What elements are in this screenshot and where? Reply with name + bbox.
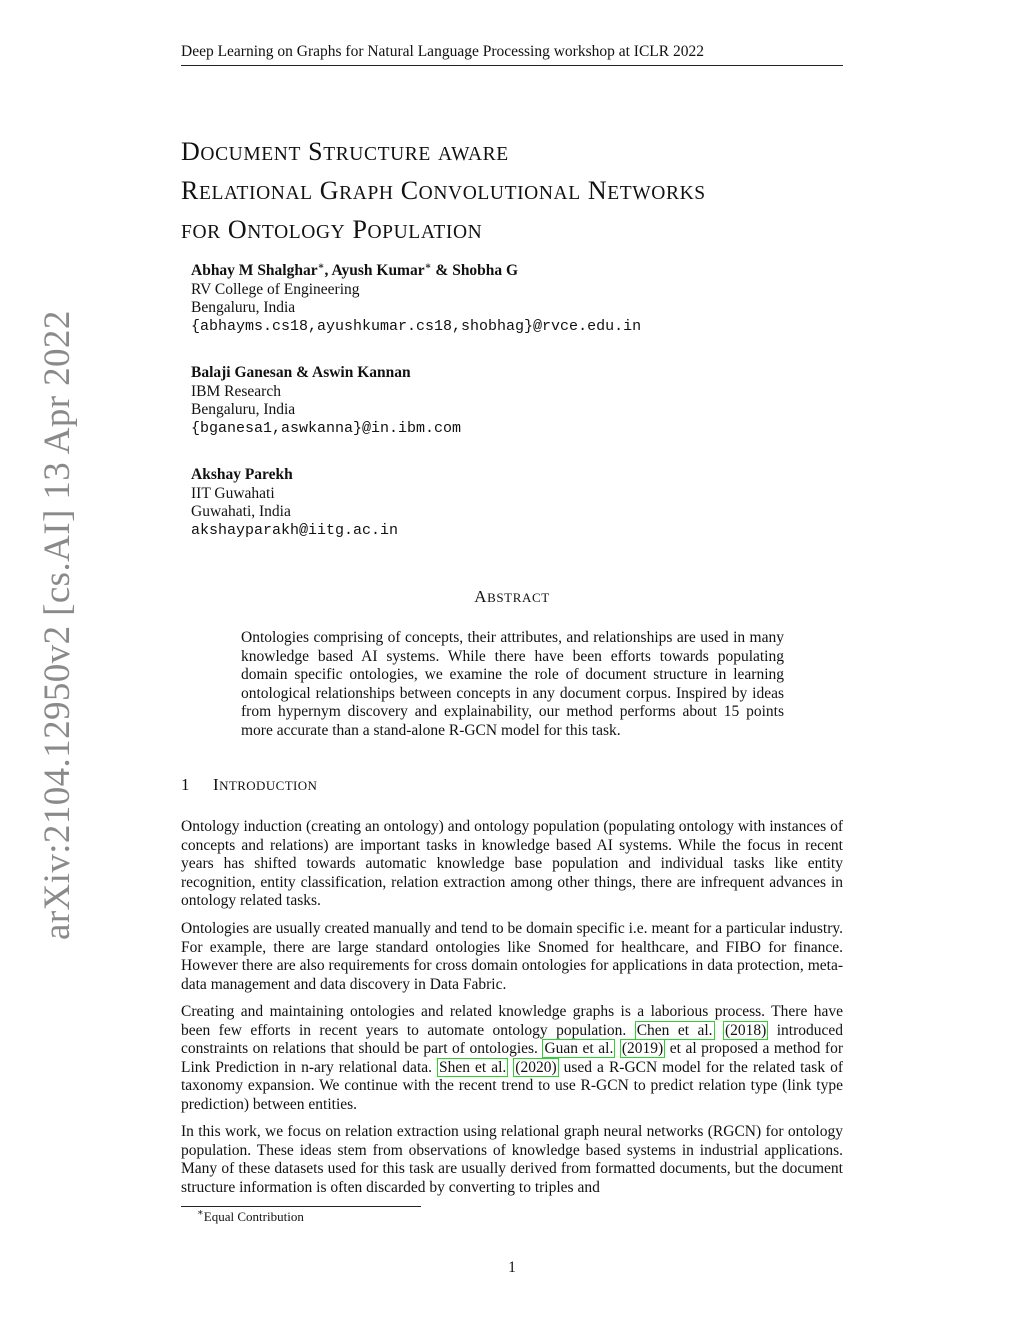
author-location: Bengaluru, India [191, 401, 296, 418]
citation-link-shen[interactable]: Shen et al. [439, 1058, 507, 1076]
author-block-rvce [191, 262, 791, 336]
author-email: akshayparakh@iitg.ac.in [191, 521, 399, 539]
title-line-3: FOR ONTOLOGY POPULATION [181, 215, 483, 244]
intro-paragraph-1: Ontology induction (creating an ontology) and ontology population (populating ontology with instances of concepts and relations) are important tasks in knowledge based AI systems. While the focus in recent years has shifted towards automatic knowledge base population and individual tasks like entity recognition, entity classification, relation extraction among other things, there are infrequent advances in ontology related tasks. [181, 818, 843, 910]
author-names: Balaji Ganesan & Aswin Kannan [191, 364, 411, 381]
author-affiliation: IIT Guwahati [191, 484, 275, 502]
author-names: Akshay Parekh [191, 466, 293, 483]
intro-paragraph-3: Creating and maintaining ontologies and related knowledge graphs is a laborious process. There have been few efforts in recent years to automate ontology population. Chen et al. (2018) introduced constraints on relations that should be part of ontologies. Guan et al. (2019) et al proposed a method for Link Prediction in n-ary relational data. Shen et al. (2020) used a R-GCN model for the related task of taxonomy expansion. We continue with the recent trend to use R-GCN to predict relation type (link type prediction) between entities. [181, 1003, 844, 1113]
author-block-iitg [191, 466, 791, 540]
intro-paragraph-2: Ontologies are usually created manually and tend to be domain specific i.e. meant for a particular industry. For example, there are large standard ontologies like Snomed for healthcare, and FIBO for finance. However there are also requirements for cross domain ontologies for applications in data protection, meta-data management and data discovery in Data Fabric. [181, 920, 843, 993]
running-header: Deep Learning on Graphs for Natural Language Processing workshop at ICLR 2022 [181, 43, 704, 60]
arxiv-stamp: arXiv:2104.12950v2 [cs.AI] 13 Apr 2022 [37, 310, 78, 940]
paper-title [181, 134, 843, 251]
page-number: 1 [508, 1259, 516, 1276]
author-email: {bganesa1,aswkanna}@in.ibm.com [191, 419, 462, 437]
citation-year-chen[interactable]: (2018) [724, 1021, 767, 1039]
author-email: {abhayms.cs18,ayushkumar.cs18,shobhag}@rvce.edu.in [191, 317, 642, 335]
citation-link-chen[interactable]: Chen et al. [636, 1021, 713, 1039]
author-affiliation: RV College of Engineering [191, 280, 360, 298]
abstract-heading: ABSTRACT [474, 587, 550, 606]
section-heading-introduction: 1 INTRODUCTION [181, 775, 318, 794]
citation-year-shen[interactable]: (2020) [515, 1058, 557, 1076]
author-names: Abhay M Shalghar∗, Ayush Kumar∗ & Shobha G [191, 260, 519, 279]
author-affiliation: IBM Research [191, 382, 281, 400]
citation-year-guan[interactable]: (2019) [621, 1040, 664, 1058]
footnote-rule [181, 1206, 421, 1207]
footnote: ∗Equal Contribution [197, 1207, 304, 1224]
title-line-1: DOCUMENT STRUCTURE AWARE [181, 137, 509, 166]
author-location: Guwahati, India [191, 503, 291, 520]
author-block-ibm [191, 364, 791, 438]
citation-link-guan[interactable]: Guan et al. [544, 1040, 614, 1058]
intro-paragraph-4: In this work, we focus on relation extraction using relational graph neural networks (RGCN) for ontology population. These ideas stem from observations of knowledge based systems in industrial applications. Many of these datasets used for this task are usually derived from formatted documents, but the document structure information is often discarded by converting to triples and [181, 1123, 843, 1196]
title-line-2: RELATIONAL GRAPH CONVOLUTIONAL NETWORKS [181, 176, 706, 205]
author-location: Bengaluru, India [191, 299, 296, 316]
header-rule [181, 65, 843, 66]
abstract-text: Ontologies comprising of concepts, their attributes, and relationships are used in many knowledge based AI systems. While there have been efforts towards populating domain specific ontologies, we examine the role of document structure in learning ontological relationships between concepts in any document corpus. Inspired by ideas from hypernym discovery and explainability, our method performs about 15 points more accurate than a stand-alone R-GCN model for this task. [241, 629, 784, 739]
